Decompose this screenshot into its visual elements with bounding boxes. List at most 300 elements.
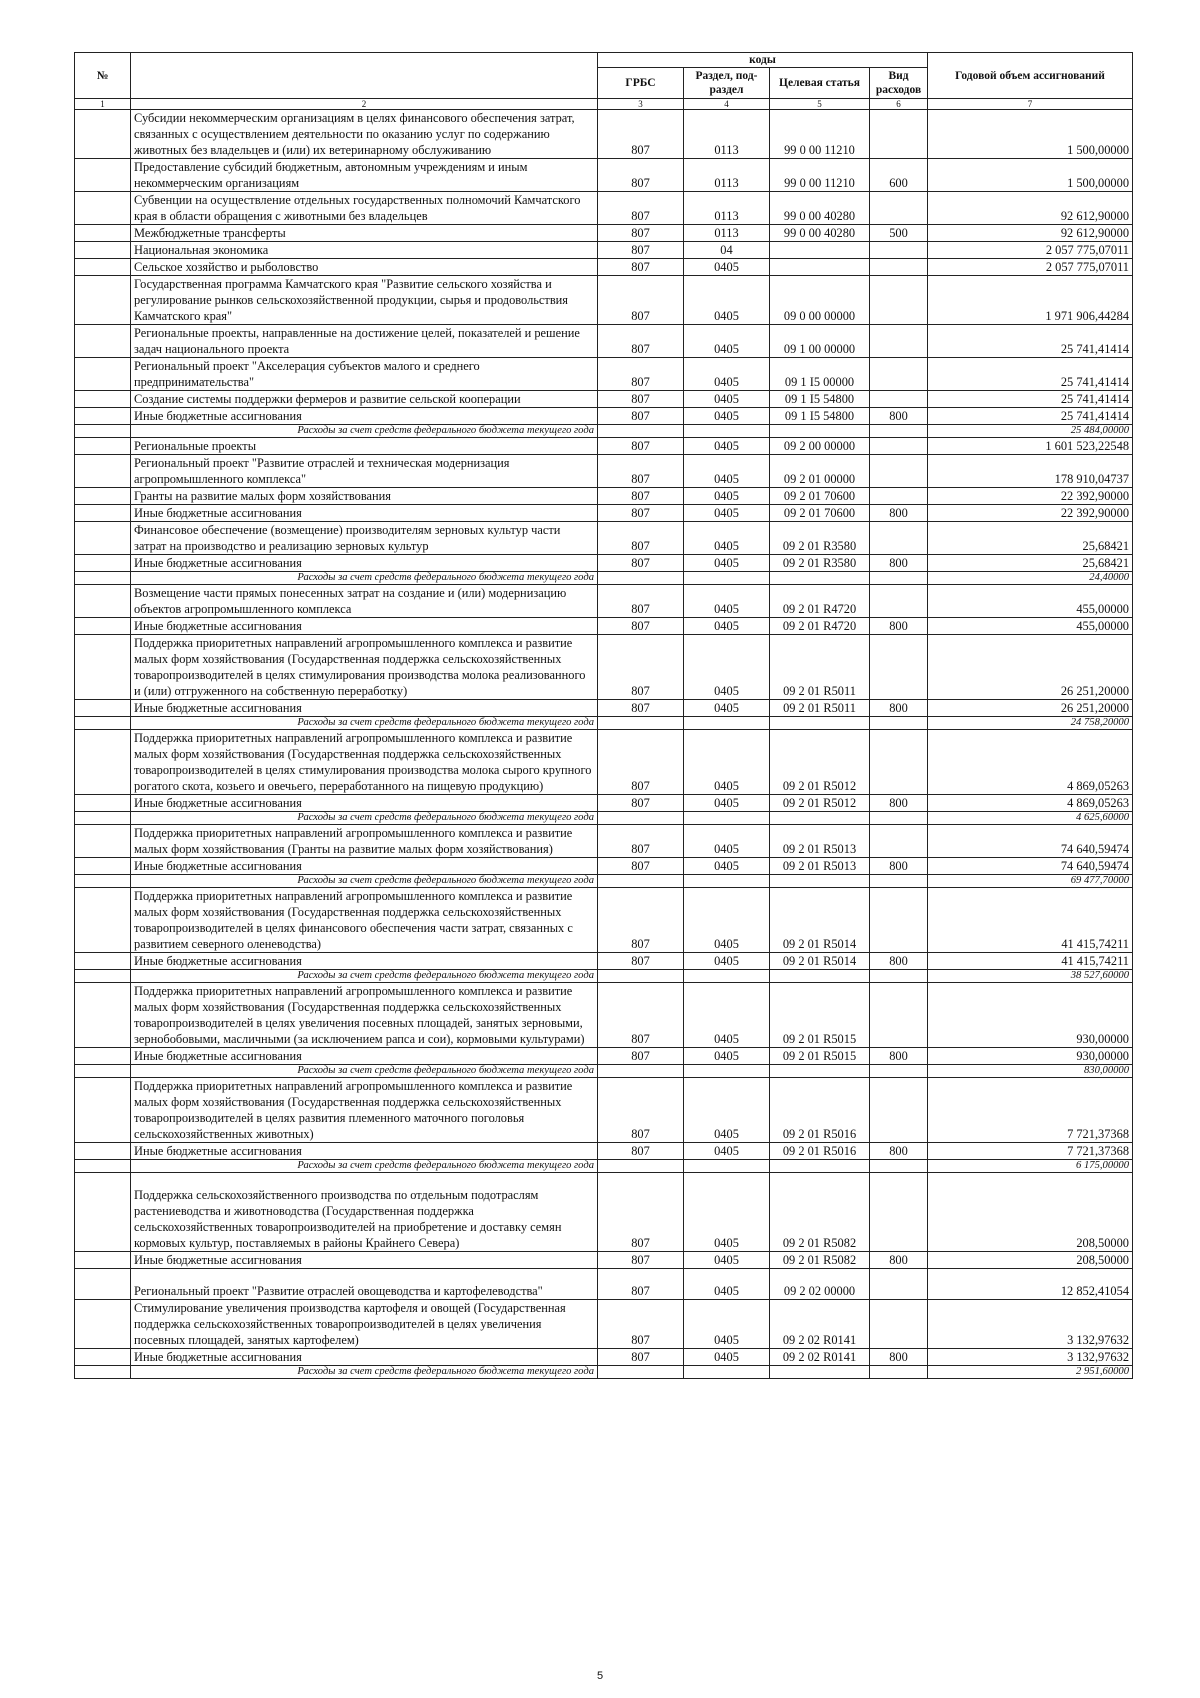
- table-row: [75, 635, 1133, 700]
- row-number: [75, 858, 131, 875]
- row-grbs: 807: [598, 1300, 684, 1349]
- row-section: 0113: [684, 192, 770, 225]
- row-description: Поддержка приоритетных направлений агропромышленного комплекса и развитие малых форм хозяйствования (Государственная поддержка сельскохозяйственных товаропроизводителей в целях увеличения посевных площадей, занятых зерновыми, зернобобовыми, масличными (за исключением рапса и сои), кормовыми культурами): [131, 983, 598, 1048]
- table-row: [75, 555, 1133, 572]
- table-row: [75, 159, 1133, 192]
- table-header: [75, 53, 1133, 110]
- row-amount: 74 640,59474: [928, 858, 1133, 875]
- row-section: 0405: [684, 408, 770, 425]
- row-amount: 208,50000: [928, 1252, 1133, 1269]
- row-grbs: 807: [598, 730, 684, 795]
- row-target: 09 2 01 R5015: [770, 1048, 870, 1065]
- row-description: Поддержка приоритетных направлений агропромышленного комплекса и развитие малых форм хозяйствования (Государственная поддержка сельскохозяйственных товаропроизводителей в целях стимулирования производства молока сырого крупного рогатого скота, козьего и овечьего, переработанного на пищевую продукцию): [131, 730, 598, 795]
- header-column-numbers: [75, 99, 1133, 110]
- row-section: [684, 425, 770, 438]
- row-number: [75, 1349, 131, 1366]
- row-type: [870, 110, 928, 159]
- row-number: [75, 1252, 131, 1269]
- row-grbs: 807: [598, 242, 684, 259]
- row-description: Иные бюджетные ассигнования: [131, 700, 598, 717]
- row-amount: 7 721,37368: [928, 1078, 1133, 1143]
- row-number: [75, 812, 131, 825]
- row-target: 99 0 00 11210: [770, 110, 870, 159]
- row-section: [684, 1160, 770, 1173]
- row-description: Субвенции на осуществление отдельных государственных полномочий Камчатского края в области обращения с животными без владельцев: [131, 192, 598, 225]
- row-amount: 26 251,20000: [928, 700, 1133, 717]
- row-target: 09 0 00 00000: [770, 276, 870, 325]
- row-amount: 4 625,60000: [928, 812, 1133, 825]
- row-target: 09 2 02 00000: [770, 1269, 870, 1300]
- row-type: 800: [870, 953, 928, 970]
- row-type: 800: [870, 858, 928, 875]
- page-number: 5: [596, 1670, 604, 1682]
- row-amount: 1 500,00000: [928, 110, 1133, 159]
- row-amount: 178 910,04737: [928, 455, 1133, 488]
- row-description: Расходы за счет средств федерального бюджета текущего года: [131, 425, 598, 438]
- row-amount: 25 741,41414: [928, 358, 1133, 391]
- row-section: 0405: [684, 953, 770, 970]
- table-row: [75, 795, 1133, 812]
- row-target: 09 1 I5 54800: [770, 408, 870, 425]
- row-target: 99 0 00 40280: [770, 225, 870, 242]
- row-grbs: 807: [598, 110, 684, 159]
- row-section: 0113: [684, 159, 770, 192]
- header-amount: Годовой объем ассигнований: [928, 53, 1133, 99]
- row-type: [870, 825, 928, 858]
- row-description: Поддержка приоритетных направлений агропромышленного комплекса и развитие малых форм хозяйствования (Государственная поддержка сельскохозяйственных товаропроизводителей в целях стимулирования производства молока реализованного и (или) отгруженного на собственную переработку): [131, 635, 598, 700]
- row-target: 09 2 01 R3580: [770, 555, 870, 572]
- row-section: 0405: [684, 1300, 770, 1349]
- row-description: Расходы за счет средств федерального бюджета текущего года: [131, 812, 598, 825]
- row-target: [770, 970, 870, 983]
- row-target: 09 2 01 R5082: [770, 1252, 870, 1269]
- row-description: Возмещение части прямых понесенных затрат на создание и (или) модернизацию объектов агропромышленного комплекса: [131, 585, 598, 618]
- row-number: [75, 425, 131, 438]
- row-target: 09 2 01 R5014: [770, 953, 870, 970]
- row-description: Стимулирование увеличения производства картофеля и овощей (Государственная поддержка сельскохозяйственных товаропроизводителей в целях увеличения посевных площадей, занятых картофелем): [131, 1300, 598, 1349]
- row-target: 09 2 01 R5082: [770, 1173, 870, 1252]
- row-type: [870, 970, 928, 983]
- row-grbs: 807: [598, 585, 684, 618]
- row-description: Поддержка приоритетных направлений агропромышленного комплекса и развитие малых форм хозяйствования (Гранты на развитие малых форм хозяйствования): [131, 825, 598, 858]
- row-type: [870, 425, 928, 438]
- row-description: Расходы за счет средств федерального бюджета текущего года: [131, 875, 598, 888]
- row-target: [770, 1366, 870, 1379]
- row-grbs: [598, 875, 684, 888]
- row-type: 800: [870, 555, 928, 572]
- table-row: [75, 1078, 1133, 1143]
- row-grbs: 807: [598, 1173, 684, 1252]
- row-number: [75, 358, 131, 391]
- row-number: [75, 983, 131, 1048]
- row-amount: 6 175,00000: [928, 1160, 1133, 1173]
- row-grbs: 807: [598, 325, 684, 358]
- budget-sheet: [74, 52, 1132, 1379]
- row-type: 800: [870, 700, 928, 717]
- row-type: [870, 572, 928, 585]
- row-grbs: 807: [598, 488, 684, 505]
- row-type: [870, 488, 928, 505]
- row-description: Создание системы поддержки фермеров и развитие сельской кооперации: [131, 391, 598, 408]
- row-section: 04: [684, 242, 770, 259]
- row-section: [684, 812, 770, 825]
- row-type: 800: [870, 1349, 928, 1366]
- row-section: 0405: [684, 1173, 770, 1252]
- table-row: [75, 1300, 1133, 1349]
- table-row: [75, 825, 1133, 858]
- row-description: Гранты на развитие малых форм хозяйствования: [131, 488, 598, 505]
- row-number: [75, 1065, 131, 1078]
- row-target: 09 2 01 R5012: [770, 795, 870, 812]
- row-number: [75, 618, 131, 635]
- federal-budget-row: [75, 717, 1133, 730]
- row-number: [75, 1160, 131, 1173]
- row-section: 0405: [684, 585, 770, 618]
- row-target: 99 0 00 11210: [770, 159, 870, 192]
- col-number: 3: [598, 99, 684, 110]
- row-type: [870, 1300, 928, 1349]
- row-type: [870, 259, 928, 276]
- row-number: [75, 1366, 131, 1379]
- row-amount: 2 057 775,07011: [928, 242, 1133, 259]
- row-section: [684, 572, 770, 585]
- col-number: 7: [928, 99, 1133, 110]
- row-grbs: 807: [598, 192, 684, 225]
- row-target: 09 1 I5 00000: [770, 358, 870, 391]
- row-target: 09 2 01 R5013: [770, 825, 870, 858]
- table-row: [75, 325, 1133, 358]
- row-section: 0405: [684, 700, 770, 717]
- row-number: [75, 225, 131, 242]
- row-grbs: 807: [598, 225, 684, 242]
- table-row: [75, 1173, 1133, 1252]
- row-description: Расходы за счет средств федерального бюджета текущего года: [131, 1366, 598, 1379]
- row-target: 09 2 01 70600: [770, 488, 870, 505]
- row-description: Расходы за счет средств федерального бюджета текущего года: [131, 717, 598, 730]
- row-section: 0405: [684, 358, 770, 391]
- row-grbs: 807: [598, 953, 684, 970]
- row-number: [75, 730, 131, 795]
- row-target: 09 2 02 R0141: [770, 1349, 870, 1366]
- row-section: 0405: [684, 888, 770, 953]
- row-section: 0405: [684, 825, 770, 858]
- header-section: Раздел, под-раздел: [684, 68, 770, 99]
- row-grbs: [598, 812, 684, 825]
- federal-budget-row: [75, 970, 1133, 983]
- row-amount: 25 484,00000: [928, 425, 1133, 438]
- row-type: [870, 875, 928, 888]
- row-number: [75, 1300, 131, 1349]
- row-amount: 2 951,60000: [928, 1366, 1133, 1379]
- row-section: 0405: [684, 325, 770, 358]
- row-section: 0405: [684, 1349, 770, 1366]
- row-target: 09 2 01 R5011: [770, 635, 870, 700]
- row-grbs: 807: [598, 159, 684, 192]
- row-grbs: 807: [598, 276, 684, 325]
- row-number: [75, 276, 131, 325]
- row-number: [75, 325, 131, 358]
- header-description: [131, 53, 598, 99]
- row-amount: 2 057 775,07011: [928, 259, 1133, 276]
- row-target: [770, 812, 870, 825]
- row-description: Иные бюджетные ассигнования: [131, 1048, 598, 1065]
- federal-budget-row: [75, 1065, 1133, 1078]
- row-type: [870, 358, 928, 391]
- table-row: [75, 1048, 1133, 1065]
- col-number: 1: [75, 99, 131, 110]
- row-description: Иные бюджетные ассигнования: [131, 555, 598, 572]
- row-description: Иные бюджетные ассигнования: [131, 1349, 598, 1366]
- row-section: 0405: [684, 438, 770, 455]
- row-number: [75, 970, 131, 983]
- row-grbs: 807: [598, 618, 684, 635]
- row-target: 09 2 00 00000: [770, 438, 870, 455]
- row-type: [870, 1173, 928, 1252]
- row-description: Иные бюджетные ассигнования: [131, 1252, 598, 1269]
- row-target: 99 0 00 40280: [770, 192, 870, 225]
- row-description: Финансовое обеспечение (возмещение) производителям зерновых культур части затрат на производство и реализацию зерновых культур: [131, 522, 598, 555]
- row-amount: 24,40000: [928, 572, 1133, 585]
- row-grbs: 807: [598, 455, 684, 488]
- row-description: Региональные проекты: [131, 438, 598, 455]
- row-amount: 69 477,70000: [928, 875, 1133, 888]
- row-target: [770, 242, 870, 259]
- row-type: [870, 1366, 928, 1379]
- row-target: 09 2 01 R5011: [770, 700, 870, 717]
- col-number: 4: [684, 99, 770, 110]
- row-description: Региональный проект "Развитие отраслей овощеводства и картофелеводства": [131, 1269, 598, 1300]
- row-type: [870, 888, 928, 953]
- row-type: [870, 192, 928, 225]
- row-number: [75, 259, 131, 276]
- row-description: Региональный проект "Акселерация субъектов малого и среднего предпринимательства": [131, 358, 598, 391]
- row-description: Межбюджетные трансферты: [131, 225, 598, 242]
- federal-budget-row: [75, 1160, 1133, 1173]
- row-grbs: 807: [598, 825, 684, 858]
- row-grbs: 807: [598, 1349, 684, 1366]
- row-number: [75, 635, 131, 700]
- row-description: Региональные проекты, направленные на достижение целей, показателей и решение задач национального проекта: [131, 325, 598, 358]
- row-target: [770, 259, 870, 276]
- row-type: [870, 325, 928, 358]
- row-number: [75, 1269, 131, 1300]
- row-grbs: [598, 717, 684, 730]
- row-section: 0113: [684, 110, 770, 159]
- header-no: №: [75, 53, 131, 99]
- row-type: [870, 1269, 928, 1300]
- row-type: [870, 438, 928, 455]
- table-row: [75, 585, 1133, 618]
- table-body: [75, 110, 1133, 1379]
- row-description: Иные бюджетные ассигнования: [131, 408, 598, 425]
- row-number: [75, 242, 131, 259]
- row-target: [770, 425, 870, 438]
- row-grbs: [598, 1160, 684, 1173]
- table-row: [75, 259, 1133, 276]
- row-number: [75, 888, 131, 953]
- row-description: Поддержка приоритетных направлений агропромышленного комплекса и развитие малых форм хозяйствования (Государственная поддержка сельскохозяйственных товаропроизводителей в целях развития племенного маточного поголовья сельскохозяйственных животных): [131, 1078, 598, 1143]
- row-target: 09 2 01 R4720: [770, 618, 870, 635]
- row-amount: 4 869,05263: [928, 730, 1133, 795]
- row-target: 09 1 00 00000: [770, 325, 870, 358]
- table-row: [75, 983, 1133, 1048]
- row-number: [75, 505, 131, 522]
- table-row: [75, 1269, 1133, 1300]
- row-number: [75, 488, 131, 505]
- row-section: 0405: [684, 391, 770, 408]
- table-row: [75, 888, 1133, 953]
- row-grbs: 807: [598, 1143, 684, 1160]
- table-row: [75, 488, 1133, 505]
- row-section: [684, 1065, 770, 1078]
- row-amount: 22 392,90000: [928, 505, 1133, 522]
- row-target: 09 2 01 70600: [770, 505, 870, 522]
- row-description: Предоставление субсидий бюджетным, автономным учреждениям и иным некоммерческим организациям: [131, 159, 598, 192]
- row-description: Поддержка сельскохозяйственного производства по отдельным подотраслям растениеводства и животноводства (Государственная поддержка сельскохозяйственных товаропроизводителей на приобретение и доставку семян кормовых культур, поставляемых в районы Крайнего Севера): [131, 1173, 598, 1252]
- table-row: [75, 242, 1133, 259]
- row-type: 800: [870, 408, 928, 425]
- row-type: 800: [870, 1143, 928, 1160]
- header-target: Целевая статья: [770, 68, 870, 99]
- row-amount: 455,00000: [928, 585, 1133, 618]
- row-amount: 92 612,90000: [928, 225, 1133, 242]
- row-grbs: 807: [598, 1078, 684, 1143]
- row-grbs: 807: [598, 795, 684, 812]
- row-type: 800: [870, 795, 928, 812]
- row-number: [75, 953, 131, 970]
- table-row: [75, 276, 1133, 325]
- table-row: [75, 700, 1133, 717]
- row-grbs: [598, 1366, 684, 1379]
- row-amount: 25,68421: [928, 522, 1133, 555]
- row-grbs: 807: [598, 1048, 684, 1065]
- row-target: 09 2 01 R5015: [770, 983, 870, 1048]
- row-description: Расходы за счет средств федерального бюджета текущего года: [131, 572, 598, 585]
- row-amount: 24 758,20000: [928, 717, 1133, 730]
- row-target: 09 2 02 R0141: [770, 1300, 870, 1349]
- row-type: [870, 276, 928, 325]
- row-grbs: 807: [598, 438, 684, 455]
- row-section: [684, 1366, 770, 1379]
- row-grbs: 807: [598, 408, 684, 425]
- row-section: 0405: [684, 488, 770, 505]
- row-number: [75, 585, 131, 618]
- row-target: 09 2 01 R3580: [770, 522, 870, 555]
- row-number: [75, 1078, 131, 1143]
- table-row: [75, 358, 1133, 391]
- row-target: 09 2 01 00000: [770, 455, 870, 488]
- row-number: [75, 795, 131, 812]
- row-description: Сельское хозяйство и рыболовство: [131, 259, 598, 276]
- row-amount: 1 500,00000: [928, 159, 1133, 192]
- table-row: [75, 953, 1133, 970]
- row-grbs: 807: [598, 505, 684, 522]
- row-target: [770, 717, 870, 730]
- row-section: 0405: [684, 1048, 770, 1065]
- row-amount: 25 741,41414: [928, 391, 1133, 408]
- row-number: [75, 192, 131, 225]
- row-amount: 26 251,20000: [928, 635, 1133, 700]
- row-grbs: 807: [598, 522, 684, 555]
- federal-budget-row: [75, 1366, 1133, 1379]
- table-row: [75, 1143, 1133, 1160]
- row-type: [870, 635, 928, 700]
- row-grbs: 807: [598, 635, 684, 700]
- row-description: Субсидии некоммерческим организациям в целях финансового обеспечения затрат, связанных с осуществлением деятельности по оказанию услуг по содержанию животных без владельцев и (или) их ветеринарному обслуживанию: [131, 110, 598, 159]
- row-number: [75, 110, 131, 159]
- row-target: 09 2 01 R4720: [770, 585, 870, 618]
- row-amount: 1 601 523,22548: [928, 438, 1133, 455]
- table-row: [75, 1252, 1133, 1269]
- row-amount: 92 612,90000: [928, 192, 1133, 225]
- col-number: 5: [770, 99, 870, 110]
- row-number: [75, 875, 131, 888]
- row-amount: 12 852,41054: [928, 1269, 1133, 1300]
- budget-table: [74, 52, 1133, 1379]
- row-target: 09 2 01 R5016: [770, 1143, 870, 1160]
- table-row: [75, 455, 1133, 488]
- row-amount: 74 640,59474: [928, 825, 1133, 858]
- row-grbs: 807: [598, 1252, 684, 1269]
- row-amount: 25 741,41414: [928, 408, 1133, 425]
- row-grbs: 807: [598, 888, 684, 953]
- table-row: [75, 522, 1133, 555]
- row-type: [870, 522, 928, 555]
- row-description: Расходы за счет средств федерального бюджета текущего года: [131, 1160, 598, 1173]
- row-description: Расходы за счет средств федерального бюджета текущего года: [131, 1065, 598, 1078]
- row-description: Региональный проект "Развитие отраслей и техническая модернизация агропромышленного комплекса": [131, 455, 598, 488]
- row-grbs: [598, 970, 684, 983]
- row-description: Поддержка приоритетных направлений агропромышленного комплекса и развитие малых форм хозяйствования (Государственная поддержка сельскохозяйственных товаропроизводителей в целях финансового обеспечения части затрат, связанных с развитием северного оленеводства): [131, 888, 598, 953]
- header-type: Вид расходов: [870, 68, 928, 99]
- row-type: [870, 1065, 928, 1078]
- table-row: [75, 858, 1133, 875]
- row-section: 0405: [684, 983, 770, 1048]
- header-codes: коды: [598, 53, 928, 68]
- row-type: [870, 242, 928, 259]
- federal-budget-row: [75, 812, 1133, 825]
- row-type: [870, 1160, 928, 1173]
- row-number: [75, 1143, 131, 1160]
- col-number: 6: [870, 99, 928, 110]
- row-amount: 41 415,74211: [928, 953, 1133, 970]
- row-section: 0405: [684, 455, 770, 488]
- row-amount: 41 415,74211: [928, 888, 1133, 953]
- row-section: [684, 875, 770, 888]
- row-section: 0405: [684, 505, 770, 522]
- row-amount: 7 721,37368: [928, 1143, 1133, 1160]
- row-section: 0405: [684, 618, 770, 635]
- row-type: [870, 812, 928, 825]
- row-number: [75, 408, 131, 425]
- row-type: 800: [870, 1252, 928, 1269]
- row-type: [870, 1078, 928, 1143]
- row-amount: 830,00000: [928, 1065, 1133, 1078]
- row-type: 600: [870, 159, 928, 192]
- row-amount: 930,00000: [928, 983, 1133, 1048]
- row-number: [75, 522, 131, 555]
- row-number: [75, 555, 131, 572]
- row-grbs: 807: [598, 983, 684, 1048]
- row-type: [870, 983, 928, 1048]
- row-number: [75, 700, 131, 717]
- header-grbs: ГРБС: [598, 68, 684, 99]
- federal-budget-row: [75, 572, 1133, 585]
- row-description: Иные бюджетные ассигнования: [131, 1143, 598, 1160]
- row-grbs: [598, 1065, 684, 1078]
- row-grbs: 807: [598, 700, 684, 717]
- row-description: Иные бюджетные ассигнования: [131, 953, 598, 970]
